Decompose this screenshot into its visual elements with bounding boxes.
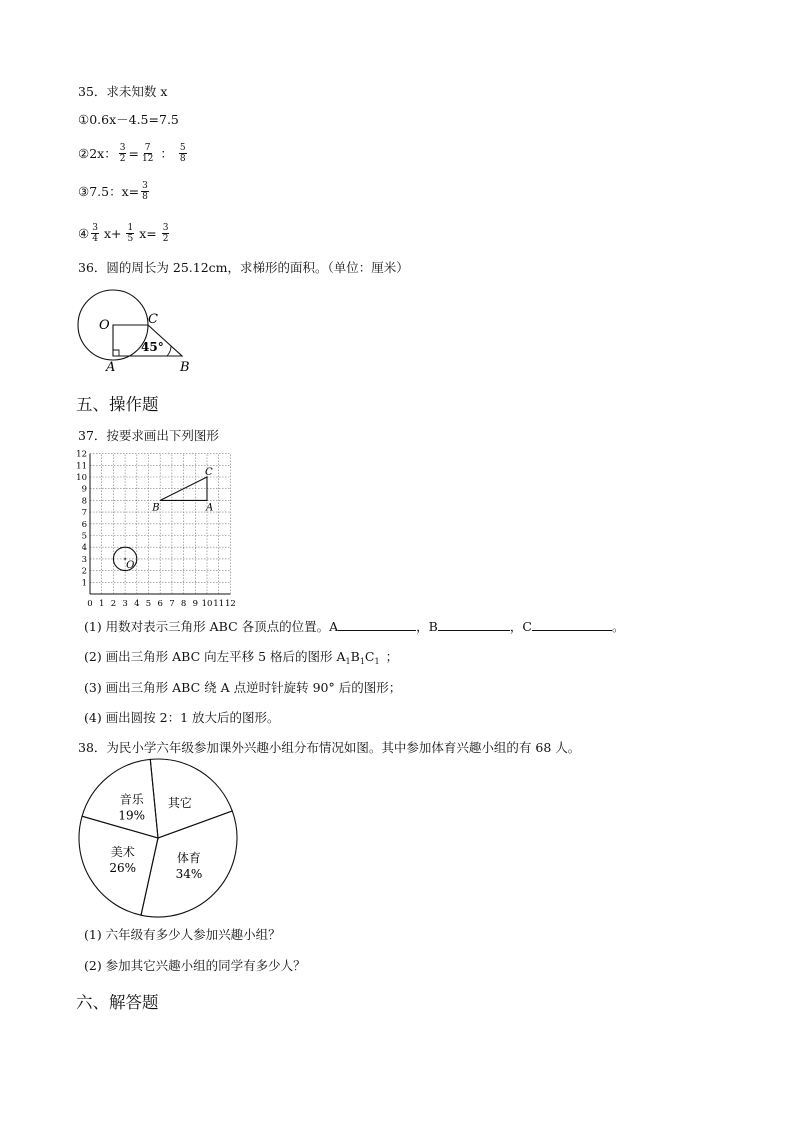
q37-coordinate-grid xyxy=(72,444,242,610)
denominator: 12 xyxy=(141,153,154,164)
pie-slice-name: 音乐 xyxy=(119,792,144,807)
pie-slices xyxy=(79,759,237,917)
denominator: 2 xyxy=(119,153,126,164)
q37-part-4: (4) 画出圆按 2：1 放大后的图形。 xyxy=(84,710,280,725)
q38-title: 38．为民小学六年级参加课外兴趣小组分布情况如图。其中参加体育兴趣小组的有 68 人。 xyxy=(78,740,581,755)
q35-equation-1: ①0.6x－4.5=7.5 xyxy=(78,112,179,127)
eq4-mid2: x= xyxy=(139,225,157,241)
point-label-a: A xyxy=(206,502,214,514)
label-angle: 45° xyxy=(141,340,164,354)
denominator: 8 xyxy=(179,153,186,164)
y-tick-label: 4 xyxy=(81,543,87,554)
q38-pie-chart xyxy=(72,755,244,921)
numerator: 3 xyxy=(92,222,98,233)
x-tick-label: 10 xyxy=(201,599,213,609)
x-tick-label: 7 xyxy=(169,599,175,609)
label-c: C xyxy=(148,312,158,327)
q37-p2-end: ； xyxy=(385,649,399,664)
y-tick-label: 1 xyxy=(81,578,87,589)
eq2-equals: = xyxy=(128,145,139,161)
answer-blank-b[interactable] xyxy=(438,618,510,631)
section-5-heading: 五、操作题 xyxy=(76,395,159,414)
q37-p2-text: (2) 画出三角形 ABC 向左平移 5 格后的图形 A xyxy=(84,649,346,664)
y-tick-label: 9 xyxy=(81,484,87,495)
x-tick-label: 3 xyxy=(122,599,128,609)
eq4-prefix: ④ xyxy=(78,225,90,241)
eq2-fraction-2 xyxy=(141,143,154,164)
q37-p1-text: (1) 用数对表示三角形 ABC 各顶点的位置。A xyxy=(84,619,339,634)
q37-p1-end: 。 xyxy=(611,619,625,634)
q37-title: 37．按要求画出下列图形 xyxy=(78,428,219,443)
q37-p2-c: C xyxy=(364,649,375,664)
q36-title: 36．圆的周长为 25.12cm，求梯形的面积。（单位：厘米） xyxy=(78,260,409,275)
subscript-c: 1 xyxy=(374,657,380,666)
x-tick-label: 4 xyxy=(134,599,140,609)
numerator: 5 xyxy=(179,142,186,153)
label-a: A xyxy=(106,360,116,375)
q35-equation-4 xyxy=(78,219,171,247)
numerator: 3 xyxy=(119,142,126,153)
subscript-b: 1 xyxy=(359,657,365,666)
section-6-heading: 六、解答题 xyxy=(76,993,159,1012)
pie-slice-percent: 34% xyxy=(175,867,203,882)
numerator: 3 xyxy=(142,180,148,191)
eq3-prefix: ③7.5：x= xyxy=(78,184,140,199)
y-tick-label: 2 xyxy=(81,566,87,577)
point-label-o: O xyxy=(126,559,135,571)
y-tick-label: 12 xyxy=(76,449,87,460)
answer-blank-c[interactable] xyxy=(532,618,612,631)
x-tick-label: 2 xyxy=(110,599,117,609)
pie-slice-percent: 26% xyxy=(109,861,137,876)
q38-part-1: (1) 六年级有多少人参加兴趣小组？ xyxy=(84,927,281,942)
q35-title: 35．求未知数 x xyxy=(78,84,168,99)
y-tick-label: 10 xyxy=(76,473,87,483)
x-tick-label: 1 xyxy=(98,599,105,609)
pie-slice-percent: 19% xyxy=(118,808,146,823)
q37-part-1 xyxy=(84,617,624,635)
numerator: 7 xyxy=(144,142,151,153)
q37-part-2 xyxy=(84,647,398,666)
q37-part-3: (3) 画出三角形 ABC 绕 A 点逆时针旋转 90° 后的图形； xyxy=(84,680,402,695)
eq3-fraction-1 xyxy=(141,181,149,202)
q35-equation-2 xyxy=(78,140,189,166)
denominator: 5 xyxy=(127,233,134,244)
eq4-fraction-2 xyxy=(126,223,134,244)
label-o: O xyxy=(99,318,110,333)
label-b: B xyxy=(180,360,190,375)
x-tick-label: 5 xyxy=(145,599,152,609)
y-tick-label: 3 xyxy=(81,554,87,565)
x-tick-label: 6 xyxy=(157,599,163,609)
point-label-c: C xyxy=(205,467,213,478)
subscript-a: 1 xyxy=(345,657,351,666)
pie-labels xyxy=(109,791,202,881)
y-tick-label: 8 xyxy=(81,496,87,507)
x-tick-label: 8 xyxy=(180,599,187,609)
angle-arc xyxy=(167,346,171,356)
q35-equation-3 xyxy=(78,178,151,204)
q38-part-2: (2) 参加其它兴趣小组的同学有多少人？ xyxy=(84,958,306,973)
eq4-mid: x+ xyxy=(103,225,122,241)
right-angle-mark xyxy=(113,350,119,356)
y-tick-label: 5 xyxy=(81,531,87,542)
y-tick-label: 6 xyxy=(81,519,87,530)
eq2-prefix: ②2x： xyxy=(78,146,117,161)
q37-p1-c: ，C xyxy=(509,619,532,634)
q37-p2-b: B xyxy=(350,649,360,664)
eq2-colon: ： xyxy=(160,146,173,161)
q37-p1-b: ，B xyxy=(416,619,438,634)
numerator: 3 xyxy=(162,222,169,233)
y-tick-label: 7 xyxy=(81,508,87,519)
pie-slice-name: 其它 xyxy=(167,796,192,811)
denominator: 8 xyxy=(142,191,148,202)
eq2-fraction-3 xyxy=(179,143,187,164)
q36-circle-trapezoid-figure xyxy=(70,283,200,375)
y-tick-label: 11 xyxy=(76,461,87,472)
answer-blank-a[interactable] xyxy=(338,618,416,631)
x-tick-label: 9 xyxy=(192,599,199,609)
x-tick-label: 12 xyxy=(224,599,236,609)
pie-slice-name: 美术 xyxy=(110,845,135,860)
pie-slice-name: 体育 xyxy=(176,851,201,866)
x-tick-label: 11 xyxy=(213,599,225,609)
point-label-b: B xyxy=(152,502,160,514)
denominator: 2 xyxy=(162,233,169,244)
x-tick-label: 0 xyxy=(87,599,93,609)
eq2-fraction-1 xyxy=(119,143,127,164)
numerator: 1 xyxy=(127,222,134,233)
eq4-fraction-3 xyxy=(162,223,170,244)
eq4-fraction-1 xyxy=(91,223,99,244)
denominator: 4 xyxy=(92,233,98,244)
